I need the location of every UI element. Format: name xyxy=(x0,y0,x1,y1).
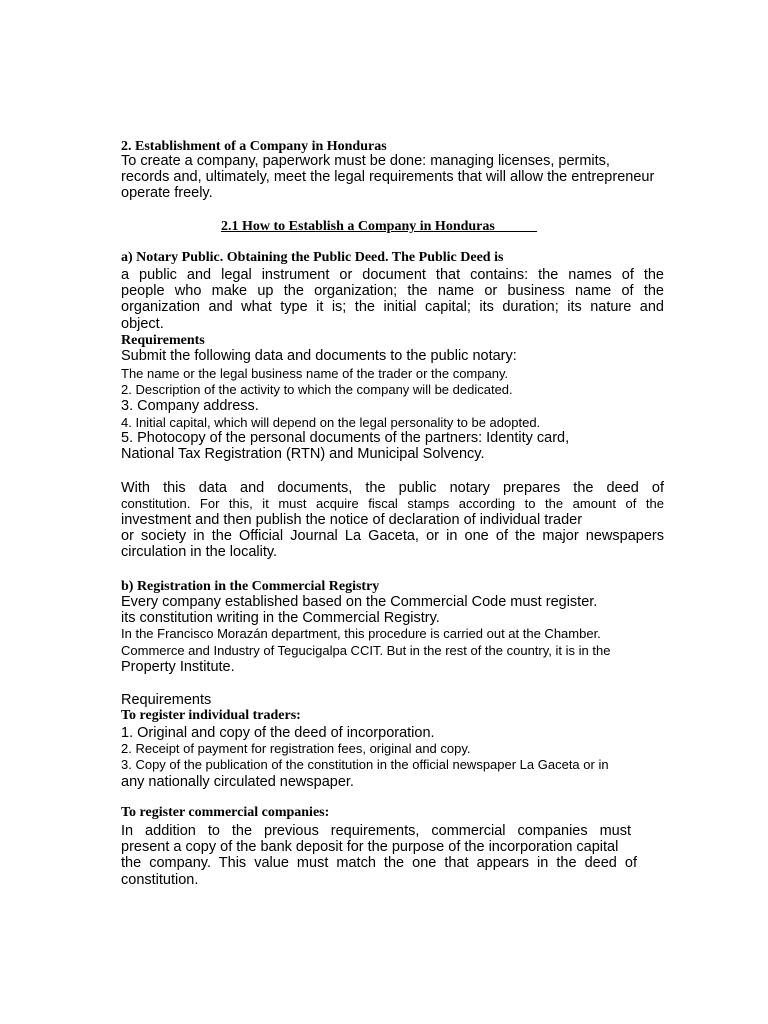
requirement-item: 4. Initial capital, which will depend on the legal personality to be adopted. xyxy=(121,415,541,430)
intro-line: operate freely. xyxy=(121,185,213,201)
individual-item: 3. Copy of the publication of the constitution in the official newspaper La Gaceta or in xyxy=(121,757,609,772)
individual-traders-heading: To register individual traders: xyxy=(121,708,301,723)
notary-body-line: object. xyxy=(121,316,164,332)
commercial-body-line: the company. This value must match the one that appears in the deed of xyxy=(121,855,637,871)
requirement-item: National Tax Registration (RTN) and Municipal Solvency. xyxy=(121,446,485,462)
intro-line: records and, ultimately, meet the legal requirements that will allow the entrepreneur xyxy=(121,169,655,185)
registry-body-line: In the Francisco Morazán department, this procedure is carried out at the Chamber. xyxy=(121,626,601,641)
registry-body-line: Property Institute. xyxy=(121,659,235,675)
requirements-intro: Submit the following data and documents to the public notary: xyxy=(121,348,517,364)
notary-body-line: people who make up the organization; the name or business name of the xyxy=(121,283,664,299)
notary-closing-line: or society in the Official Journal La Gaceta, or in one of the major newspapers xyxy=(121,528,664,544)
requirement-item: 3. Company address. xyxy=(121,398,259,414)
requirement-item: 5. Photocopy of the personal documents of the partners: Identity card, xyxy=(121,430,570,446)
commercial-body-line: present a copy of the bank deposit for the purpose of the incorporation capital xyxy=(121,839,619,855)
registry-body-line: Commerce and Industry of Tegucigalpa CCIT. But in the rest of the country, it is in the xyxy=(121,643,611,658)
intro-line: To create a company, paperwork must be done: managing licenses, permits, xyxy=(121,153,610,169)
registry-body-line: its constitution writing in the Commercial Registry. xyxy=(121,610,440,626)
notary-closing-line: constitution. For this, it must acquire fiscal stamps according to the amount of the xyxy=(121,496,664,511)
notary-body-line: organization and what type it is; the initial capital; its duration; its nature and xyxy=(121,299,664,315)
requirements-heading: Requirements xyxy=(121,333,205,348)
notary-heading: a) Notary Public. Obtaining the Public Deed. The Public Deed is xyxy=(121,250,504,265)
notary-closing-line: investment and then publish the notice of declaration of individual trader xyxy=(121,512,583,528)
notary-closing-line: With this data and documents, the public notary prepares the deed of xyxy=(121,480,664,496)
commercial-companies-heading: To register commercial companies: xyxy=(121,805,330,820)
section-heading: 2. Establishment of a Company in Honduras xyxy=(121,139,387,154)
subsection-title: 2.1 How to Establish a Company in Honduras______ xyxy=(221,219,537,234)
requirement-item: The name or the legal business name of the trader or the company. xyxy=(121,366,509,381)
individual-item: 2. Receipt of payment for registration fees, original and copy. xyxy=(121,741,471,756)
commercial-body-line: constitution. xyxy=(121,872,199,888)
registry-heading: b) Registration in the Commercial Registry xyxy=(121,579,380,594)
notary-closing-line: circulation in the locality. xyxy=(121,544,278,560)
notary-body-line: a public and legal instrument or document that contains: the names of the xyxy=(121,267,664,283)
commercial-body-line: In addition to the previous requirements, commercial companies must xyxy=(121,823,631,839)
individual-item: 1. Original and copy of the deed of incorporation. xyxy=(121,725,435,741)
individual-item: any nationally circulated newspaper. xyxy=(121,774,354,790)
requirement-item: 2. Description of the activity to which the company will be dedicated. xyxy=(121,382,513,397)
registry-body-line: Every company established based on the Commercial Code must register. xyxy=(121,594,598,610)
registry-requirements-label: Requirements xyxy=(121,692,212,708)
